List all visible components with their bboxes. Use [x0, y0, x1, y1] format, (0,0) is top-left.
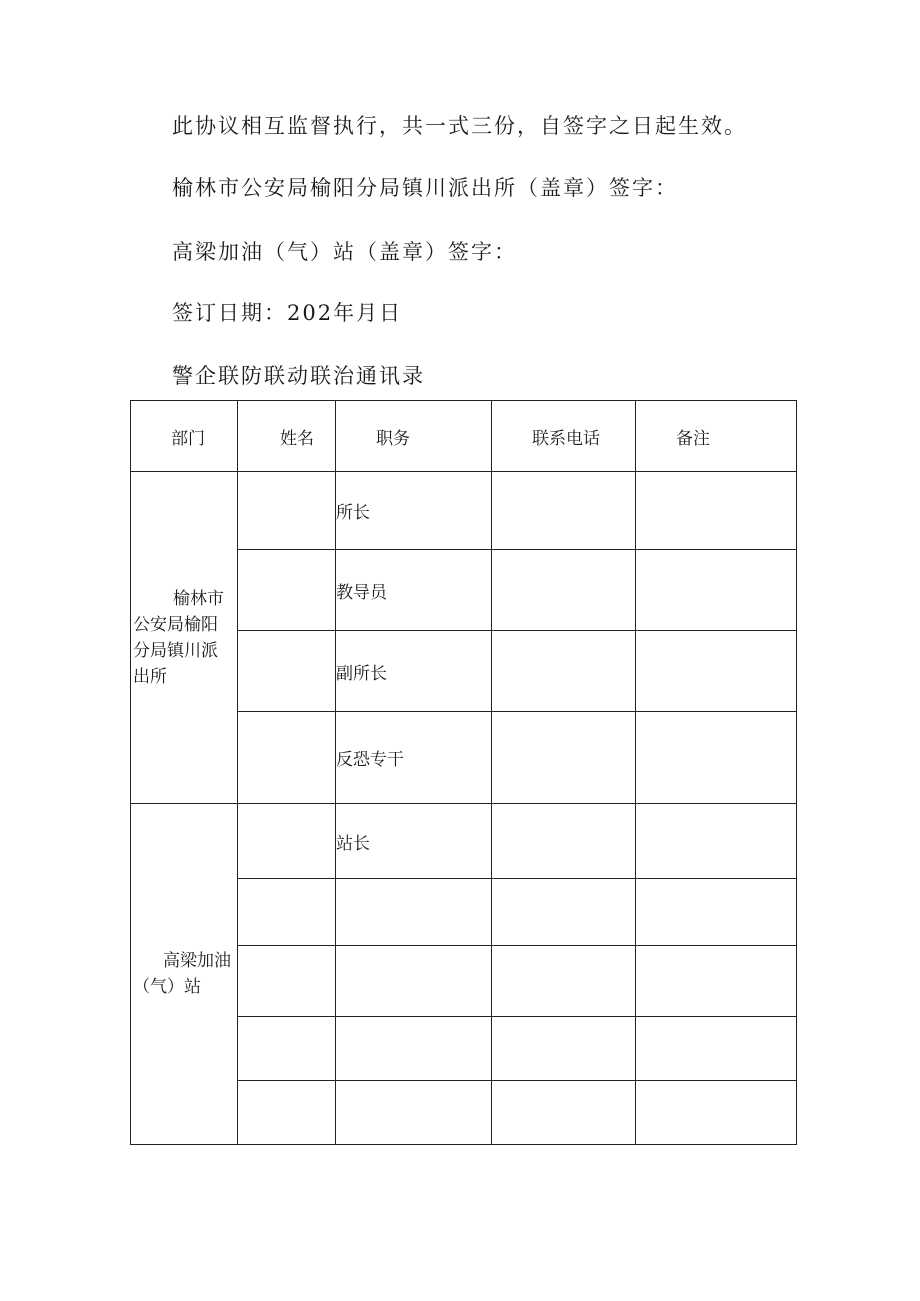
header-role: 职务 [336, 401, 492, 472]
signing-date-line: 签订日期：202年月日 [172, 301, 403, 325]
name-cell [238, 804, 336, 879]
name-cell [238, 1017, 336, 1081]
police-signature-line: 榆林市公安局榆阳分局镇川派出所（盖章）签字： [172, 176, 678, 200]
role-cell [336, 946, 492, 1017]
role-cell [336, 1081, 492, 1145]
role-cell: 教导员 [336, 550, 492, 631]
header-name: 姓名 [238, 401, 336, 472]
phone-cell [492, 879, 636, 946]
header-dept: 部门 [131, 401, 238, 472]
name-cell [238, 472, 336, 550]
phone-cell [492, 1017, 636, 1081]
name-cell [238, 631, 336, 712]
dept-gas-label: 高梁加油（气）站 [133, 951, 231, 997]
name-cell [238, 1081, 336, 1145]
header-phone: 联系电话 [492, 401, 636, 472]
role-cell [336, 1017, 492, 1081]
table-header-row [131, 401, 797, 472]
table-row [131, 472, 797, 550]
dept-police-label: 榆林市公安局榆阳分局镇川派出所 [133, 588, 224, 687]
name-cell [238, 550, 336, 631]
note-cell [636, 1017, 797, 1081]
note-cell [636, 879, 797, 946]
dept-police-station [131, 472, 238, 804]
phone-cell [492, 631, 636, 712]
phone-cell [492, 1081, 636, 1145]
dept-gas-station [131, 804, 238, 1145]
table-row [131, 804, 797, 879]
note-cell [636, 946, 797, 1017]
header-note: 备注 [636, 401, 797, 472]
note-cell [636, 712, 797, 804]
name-cell [238, 946, 336, 1017]
phone-cell [492, 946, 636, 1017]
role-cell: 所长 [336, 472, 492, 550]
note-cell [636, 472, 797, 550]
role-cell: 副所长 [336, 631, 492, 712]
role-cell [336, 879, 492, 946]
role-cell: 站长 [336, 804, 492, 879]
phone-cell [492, 550, 636, 631]
effect-clause: 此协议相互监督执行，共一式三份，自签字之日起生效。 [172, 114, 747, 138]
phone-cell [492, 712, 636, 804]
note-cell [636, 631, 797, 712]
note-cell [636, 804, 797, 879]
note-cell [636, 1081, 797, 1145]
phone-cell [492, 804, 636, 879]
name-cell [238, 879, 336, 946]
role-cell: 反恐专干 [336, 712, 492, 804]
note-cell [636, 550, 797, 631]
station-signature-line: 高梁加油（气）站（盖章）签字： [172, 240, 517, 264]
contact-directory-table [130, 400, 797, 1145]
directory-title: 警企联防联动联治通讯录 [172, 364, 425, 388]
phone-cell [492, 472, 636, 550]
name-cell [238, 712, 336, 804]
